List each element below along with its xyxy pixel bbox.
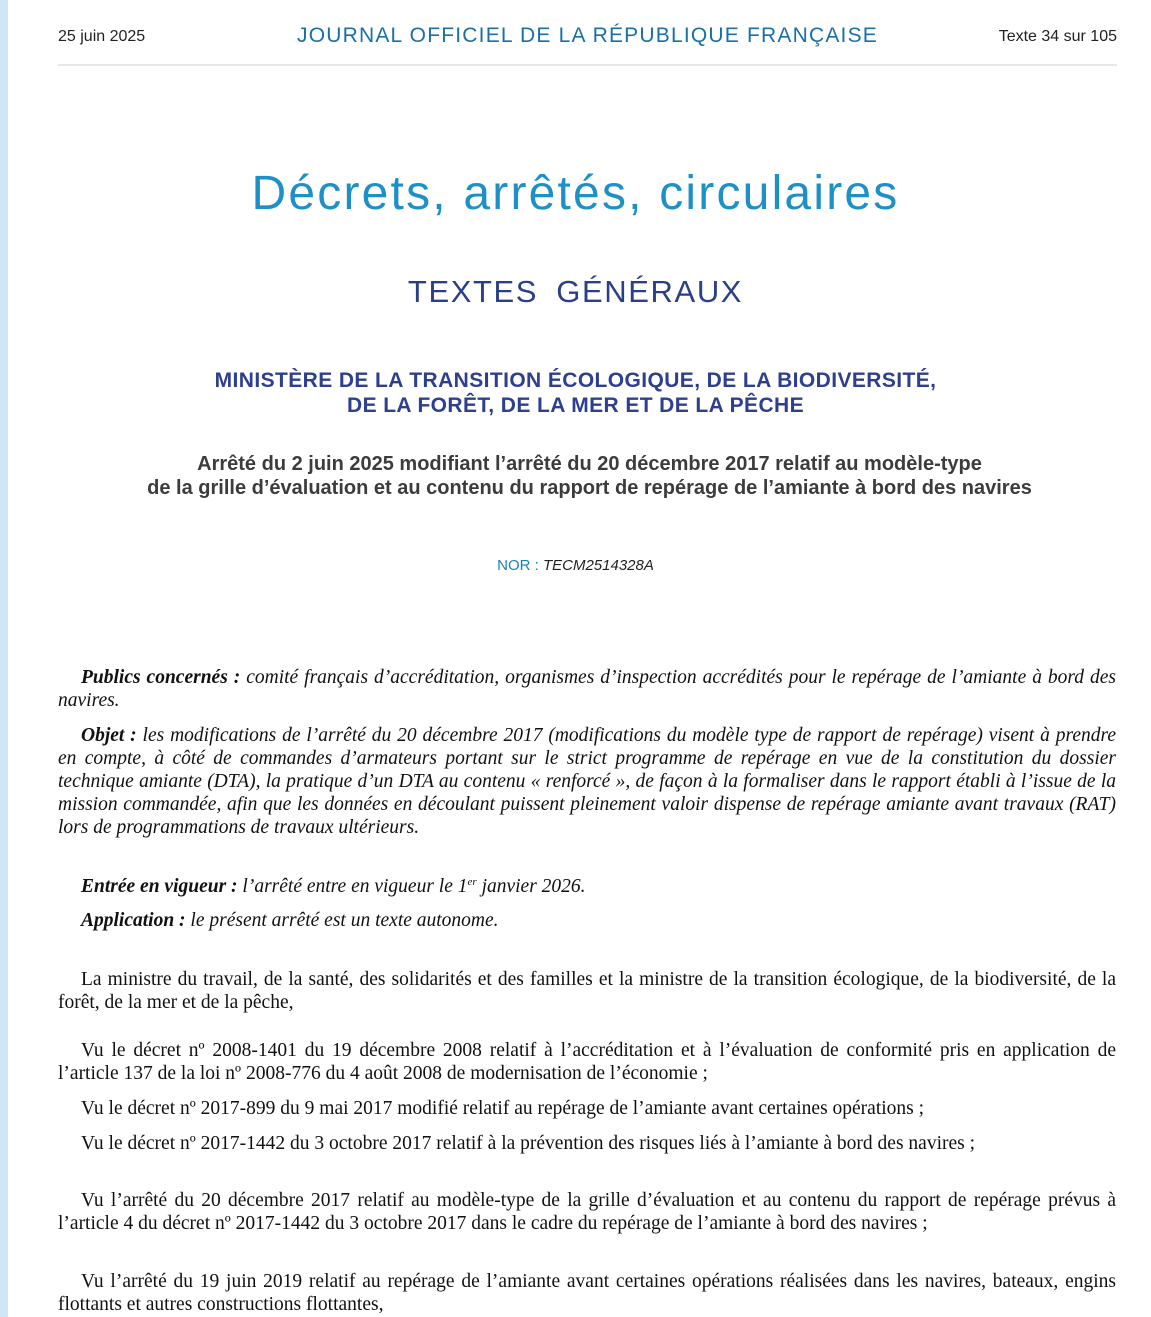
section-title: TEXTES GÉNÉRAUX	[407, 274, 744, 309]
objet-text: les modifications de l’arrêté du 20 décembre 2017 (modifications du modèle type de rapport de repérage) visent à prendre en compte, à côté de commandes d’armateurs portant sur le strict programme de repérage en vue de la constitution du dossier technique amiante (DTA), la pratique d’un DTA au contenu « renforcé », de façon à la formaliser dans le rapport établi à l’issue de la mission commandée, afin que les données en découlant puissent pleinement valoir dispense de repérage amiante avant travaux (RAT) lors de programmations de travaux ultérieurs.	[58, 725, 1116, 838]
summary-entree	[58, 875, 1116, 898]
arrete-title-line-2: de la grille d’évaluation et au contenu du rapport de repérage de l’amiante à bord des navires	[147, 477, 1032, 499]
objet-label: Objet :	[81, 725, 137, 746]
header-divider	[58, 64, 1117, 66]
summary-objet	[58, 724, 1116, 839]
vu-decret-2017-1442: Vu le décret nº 2017-1442 du 3 octobre 2017 relatif à la prévention des risques liés à l’amiante à bord des navires ;	[81, 1133, 976, 1154]
application-label: Application :	[81, 910, 186, 931]
entree-text-before: l’arrêté entre en vigueur le 1	[237, 876, 468, 897]
vu-decret-2008: Vu le décret nº 2008-1401 du 19 décembre 2008 relatif à l’accréditation et à l’évaluation de conformité pris en application de l’article 137 de la loi nº 2008-776 du 4 août 2008 de modernisation de l’économie ;	[58, 1040, 1116, 1084]
main-title: Décrets, arrêtés, circulaires	[251, 167, 900, 220]
entree-label: Entrée en vigueur :	[81, 876, 238, 897]
summary-application	[58, 909, 1116, 932]
nor-value: TECM2514328A	[542, 557, 654, 574]
vu-decret-2017-899: Vu le décret nº 2017-899 du 9 mai 2017 modifié relatif au repérage de l’amiante avant certaines opérations ;	[81, 1098, 925, 1119]
text-counter: Texte 34 sur 105	[998, 28, 1117, 45]
ministry-line-1: MINISTÈRE DE LA TRANSITION ÉCOLOGIQUE, DE LA BIODIVERSITÉ,	[214, 369, 937, 392]
summary-publics	[58, 666, 1116, 712]
ministry-line-2: DE LA FORÊT, DE LA MER ET DE LA PÊCHE	[347, 394, 804, 417]
entree-text-after: janvier 2026.	[476, 876, 586, 897]
publics-text: comité français d’accréditation, organismes d’inspection accrédités pour le repérage de l’amiante à bord des navires.	[58, 667, 1116, 711]
nor-reference	[0, 557, 1151, 574]
application-text: le présent arrêté est un texte autonome.	[185, 910, 499, 931]
page-header	[58, 24, 1117, 52]
vu-arrete-2019: Vu l’arrêté du 19 juin 2019 relatif au repérage de l’amiante avant certaines opérations réalisées dans les navires, bateaux, engins flottants et autres constructions flottantes,	[58, 1271, 1116, 1315]
arrete-title-line-1: Arrêté du 2 juin 2025 modifiant l’arrêté du 20 décembre 2017 relatif au modèle-type	[197, 453, 982, 475]
entree-superscript: er	[467, 876, 477, 888]
publication-date: 25 juin 2025	[58, 28, 146, 45]
ministry-heading	[0, 368, 1151, 418]
publics-label: Publics concernés :	[81, 667, 241, 688]
body-intro: La ministre du travail, de la santé, des solidarités et des familles et la ministre de la transition écologique, de la biodiversité, de la forêt, de la mer et de la pêche,	[58, 969, 1116, 1013]
vu-arrete-2017: Vu l’arrêté du 20 décembre 2017 relatif au modèle-type de la grille d’évaluation et au contenu du rapport de repérage prévus à l’article 4 du décret nº 2017-1442 du 3 octobre 2017 dans le cadre du repérage de l’amiante à bord des navires ;	[58, 1190, 1116, 1234]
journal-title: JOURNAL OFFICIEL DE LA RÉPUBLIQUE FRANÇAISE	[297, 24, 878, 47]
nor-label: NOR :	[497, 557, 543, 574]
arrete-title	[40, 452, 1139, 500]
